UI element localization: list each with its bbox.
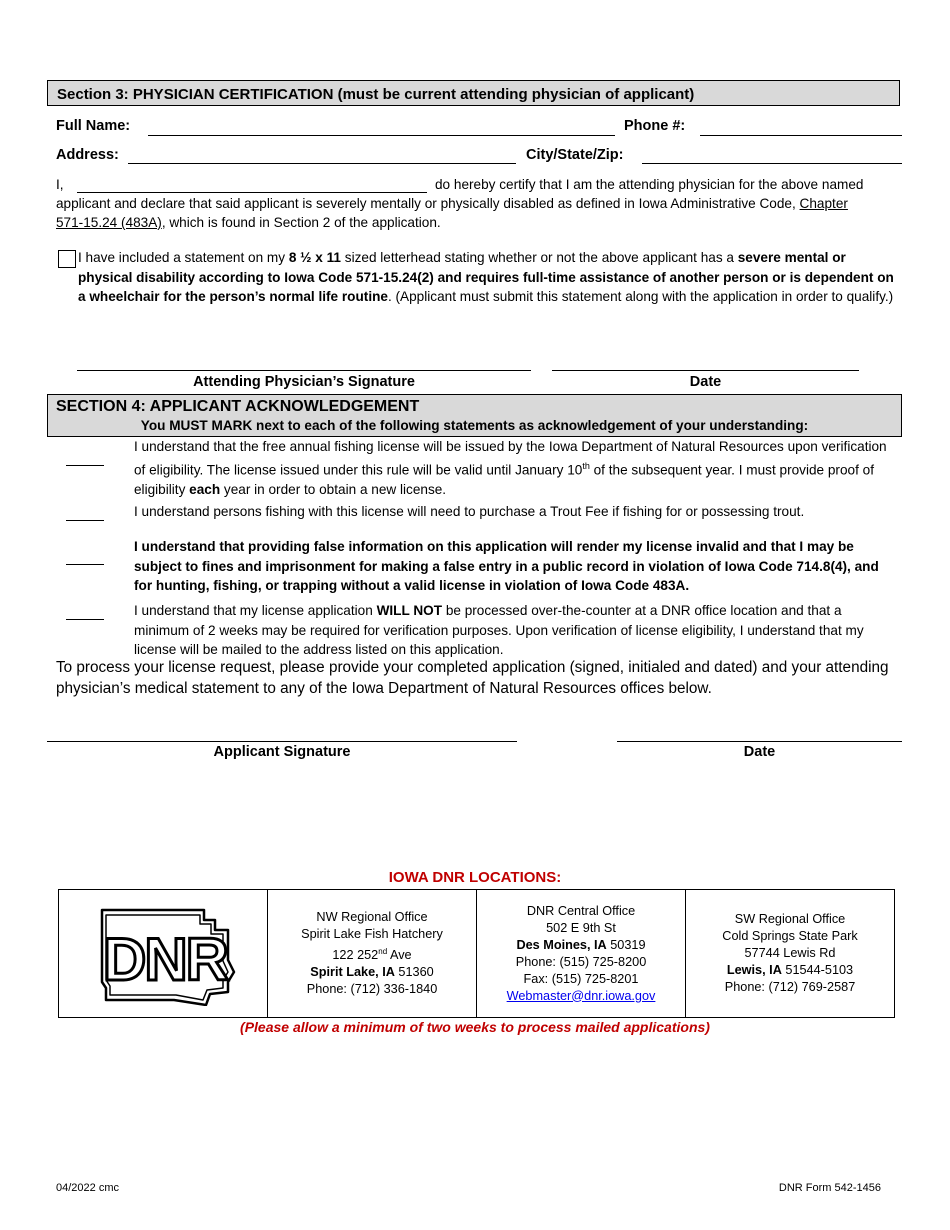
sw-office-name: SW Regional Office — [734, 912, 846, 926]
central-office-fax: Fax: (515) 725-8201 — [523, 971, 639, 986]
physician-signature-label: Attending Physician’s Signature — [193, 374, 415, 390]
letterhead-statement-text: I have included a statement on my 8 ½ x 11 sized letterhead stating whether or not the above applicant has a severe mental or physical disability according to Iowa Code 571-15.24(2) and requires full-time assistance of another person or is dependent on a wheelchair for the person’s normal life routine. (Applicant must submit this statement along with the application in order to qualify.) — [78, 250, 894, 304]
ack-statement-4: I understand that my license application WILL NOT be processed over-the-counter at a DNR office location and that a minimum of 2 weeks may be required for verification purposes. Upon verification of license eligibility, I understand that my license will be mailed to the address listed on this application. — [134, 603, 864, 657]
nw-office-street: 122 252nd Ave — [332, 946, 412, 963]
section3-header — [47, 80, 900, 106]
physician-date-field[interactable] — [552, 370, 859, 371]
central-office-street: 502 E 9th St — [546, 920, 616, 935]
locations-title: IOWA DNR LOCATIONS: — [388, 869, 562, 886]
ack-initial-4[interactable] — [66, 619, 104, 620]
ack-statement-2: I understand persons fishing with this license will need to purchase a Trout Fee if fishing for or possessing trout. — [134, 504, 805, 519]
address-label: Address: — [56, 147, 119, 163]
nw-office-line2: Spirit Lake Fish Hatchery — [301, 926, 443, 941]
physician-date-label: Date — [689, 374, 722, 390]
nw-office-phone: Phone: (712) 336-1840 — [306, 982, 438, 997]
certify-line3: 571-15.24 (483A), which is found in Section 2 of the application. — [56, 215, 441, 230]
central-office-phone: Phone: (515) 725-8200 — [515, 954, 647, 969]
city-state-zip-label: City/State/Zip: — [526, 147, 624, 163]
dnr-logo-cell — [59, 890, 267, 1017]
applicant-date-label: Date — [743, 744, 776, 760]
section4-title: SECTION 4: APPLICANT ACKNOWLEDGEMENT — [56, 398, 420, 415]
section4-header — [47, 394, 902, 437]
applicant-signature-field[interactable] — [47, 741, 517, 742]
section3-subtitle: (must be current attending physician of applicant) — [337, 86, 695, 103]
sw-office-line2: Cold Springs State Park — [722, 929, 858, 943]
locations-table — [58, 889, 895, 1018]
footer-date-code: 04/2022 cmc — [56, 1182, 119, 1194]
nw-office-name: NW Regional Office — [316, 909, 428, 924]
webmaster-email-link[interactable]: Webmaster@dnr.iowa.gov — [506, 988, 656, 1003]
mailing-note: (Please allow a minimum of two weeks to process mailed applications) — [240, 1019, 710, 1035]
ack-initial-3[interactable] — [66, 564, 104, 565]
phone-label: Phone #: — [624, 118, 686, 134]
city-state-zip-field[interactable] — [642, 163, 902, 164]
full-name-field[interactable] — [148, 135, 615, 136]
section4-subtitle: You MUST MARK next to each of the following statements as acknowledgement of your understanding: — [140, 418, 809, 433]
certify-line1: do hereby certify that I am the attending physician for the above named — [435, 177, 864, 192]
certify-prefix: I, — [56, 177, 64, 192]
physician-signature-field[interactable] — [77, 370, 531, 371]
chapter-code-link[interactable]: 571-15.24 (483A) — [56, 215, 162, 230]
applicant-signature-label: Applicant Signature — [213, 744, 351, 760]
sw-office-street: 57744 Lewis Rd — [744, 946, 836, 960]
ack-initial-1[interactable] — [66, 465, 104, 466]
central-office-name: DNR Central Office — [526, 903, 636, 918]
ack-statement-3: I understand that providing false information on this application will render my license invalid and that I may be subject to fines and imprisonment for making a false entry in a public record in violation of Iowa Code 714.8(4), and for hunting, fishing, or trapping without a valid license in violation of Iowa Code 483A. — [134, 539, 879, 593]
phone-field[interactable] — [700, 135, 902, 136]
address-field[interactable] — [128, 163, 516, 164]
central-office-city: Des Moines, IA 50319 — [516, 937, 646, 952]
svg-text:DNR: DNR — [103, 925, 227, 993]
ack-initial-2[interactable] — [66, 520, 104, 521]
footer-form-number: DNR Form 542-1456 — [778, 1182, 881, 1194]
nw-office — [267, 890, 476, 1017]
sw-office — [685, 890, 894, 1017]
process-instructions: To process your license request, please provide your completed application (signed, initialed and dated) and your attending physician’s medical statement to any of the Iowa Department of Natural Resources offices below. — [56, 659, 889, 697]
chapter-link[interactable]: Chapter — [799, 196, 848, 211]
sw-office-phone: Phone: (712) 769-2587 — [724, 980, 856, 994]
nw-office-city: Spirit Lake, IA 51360 — [310, 965, 434, 980]
sw-office-city: Lewis, IA 51544-5103 — [726, 963, 854, 977]
applicant-date-field[interactable] — [617, 741, 902, 742]
dnr-logo — [88, 902, 238, 1006]
ack-statement-1: I understand that the free annual fishing license will be issued by the Iowa Department of Natural Resources upon verification of eligibility. The license issued under this rule will be valid until January 10th of the subsequent year. I must provide proof of eligibility each year in order to obtain a new license. — [134, 439, 887, 497]
physician-name-field[interactable] — [77, 192, 427, 193]
central-office — [476, 890, 685, 1017]
certify-line2: applicant and declare that said applicant is severely mentally or physically disabled as defined in Iowa Administrative Code, Chapter — [56, 196, 848, 211]
full-name-label: Full Name: — [56, 118, 131, 134]
letterhead-statement-checkbox[interactable] — [58, 250, 76, 268]
section3-title: Section 3: PHYSICIAN CERTIFICATION — [57, 86, 334, 103]
